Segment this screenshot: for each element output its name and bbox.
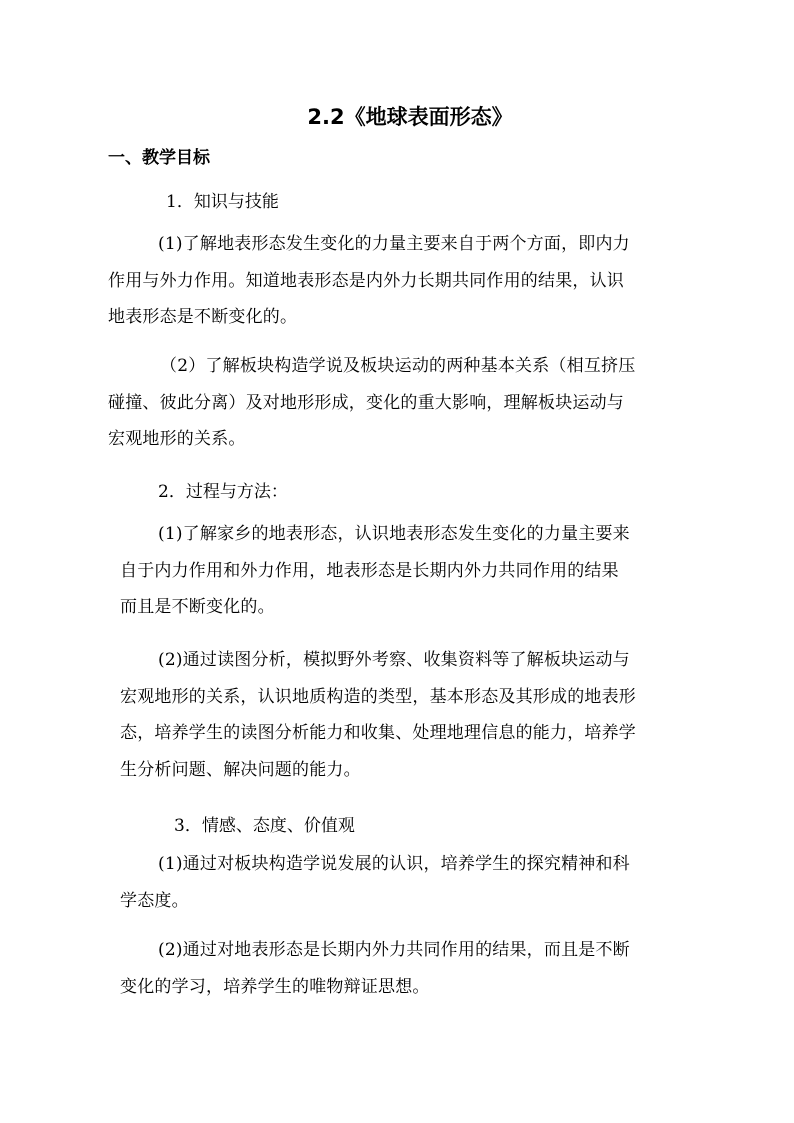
text-line: 作用与外力作用。知道地表形态是内外力长期共同作用的结果，认识	[108, 270, 624, 291]
paragraph-values-2	[120, 932, 630, 1005]
text-line: 态，培养学生的读图分析能力和收集、处理地理信息的能力，培养学	[120, 723, 636, 743]
text-line: (1)了解家乡的地表形态，认识地表形态发生变化的力量主要来	[158, 524, 630, 544]
text-line: 生分析问题、解决问题的能力。	[120, 759, 361, 780]
paragraph-knowledge-2	[108, 348, 635, 458]
text-line: 宏观地形的关系，认识地质构造的类型，基本形态及其形成的地表形	[120, 686, 636, 707]
text-line: 而且是不断变化的。	[120, 597, 275, 617]
paragraph-values-1	[120, 846, 630, 919]
text-line: （2）了解板块构造学说及板块运动的两种基本关系（相互挤压	[160, 356, 636, 376]
text-line: 变化的学习，培养学生的唯物辩证思想。	[120, 976, 430, 997]
text-line: (2)通过对地表形态是长期内外力共同作用的结果，而且是不断	[158, 940, 630, 960]
paragraph-knowledge-1	[108, 226, 630, 336]
paragraph-process-2	[120, 642, 636, 788]
text-line: 地表形态是不断变化的。	[108, 307, 298, 327]
page-title: 2.2《地球表面形态》	[307, 105, 513, 129]
text-line: (1)了解地表形态发生变化的力量主要来自于两个方面，即内力	[158, 234, 630, 254]
subheading-emotion-attitude-values: 3．情感、态度、价值观	[174, 816, 355, 836]
text-line: (1)通过对板块构造学说发展的认识，培养学生的探究精神和科	[158, 854, 630, 874]
text-line: 碰撞、彼此分离）及对地形形成，变化的重大影响，理解板块运动与	[108, 392, 624, 413]
section-heading-teaching-goals: 一、教学目标	[108, 148, 210, 168]
text-line: 宏观地形的关系。	[108, 429, 246, 449]
subheading-knowledge-skills: 1．知识与技能	[166, 192, 279, 212]
text-line: 学态度。	[120, 890, 189, 911]
text-line: (2)通过读图分析，模拟野外考察、收集资料等了解板块运动与	[158, 650, 630, 670]
text-line: 自于内力作用和外力作用，地表形态是长期内外力共同作用的结果	[120, 560, 619, 581]
subheading-process-method: 2．过程与方法：	[158, 482, 288, 502]
paragraph-process-1	[120, 516, 630, 626]
